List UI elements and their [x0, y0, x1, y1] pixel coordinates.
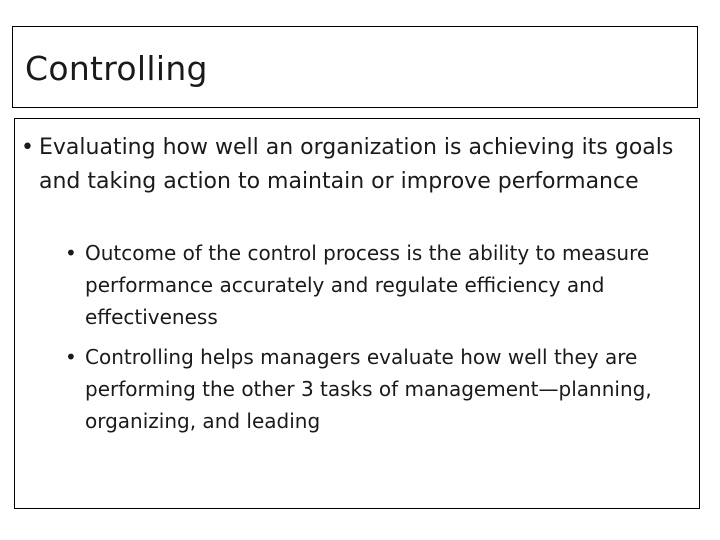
bullet-icon: •	[65, 241, 77, 265]
sub-bullet-text: Controlling helps managers evaluate how well they are performing the other 3 tasks of management—planning, organizing, and leading	[85, 345, 652, 433]
main-bullet-text: Evaluating how well an organization is achieving its goals and taking action to maintain or improve performance	[39, 135, 674, 194]
bullet-icon: •	[21, 135, 34, 160]
sub-bullet-item	[65, 341, 697, 437]
sub-bullet-text: Outcome of the control process is the ability to measure performance accurately and regulate efficiency and effectiveness	[85, 241, 650, 329]
main-bullet-item	[21, 131, 693, 199]
slide-title: Controlling	[25, 49, 208, 88]
bullet-icon: •	[65, 345, 77, 369]
title-frame	[12, 26, 698, 108]
sub-bullet-item	[65, 237, 697, 333]
content-frame	[14, 118, 700, 509]
